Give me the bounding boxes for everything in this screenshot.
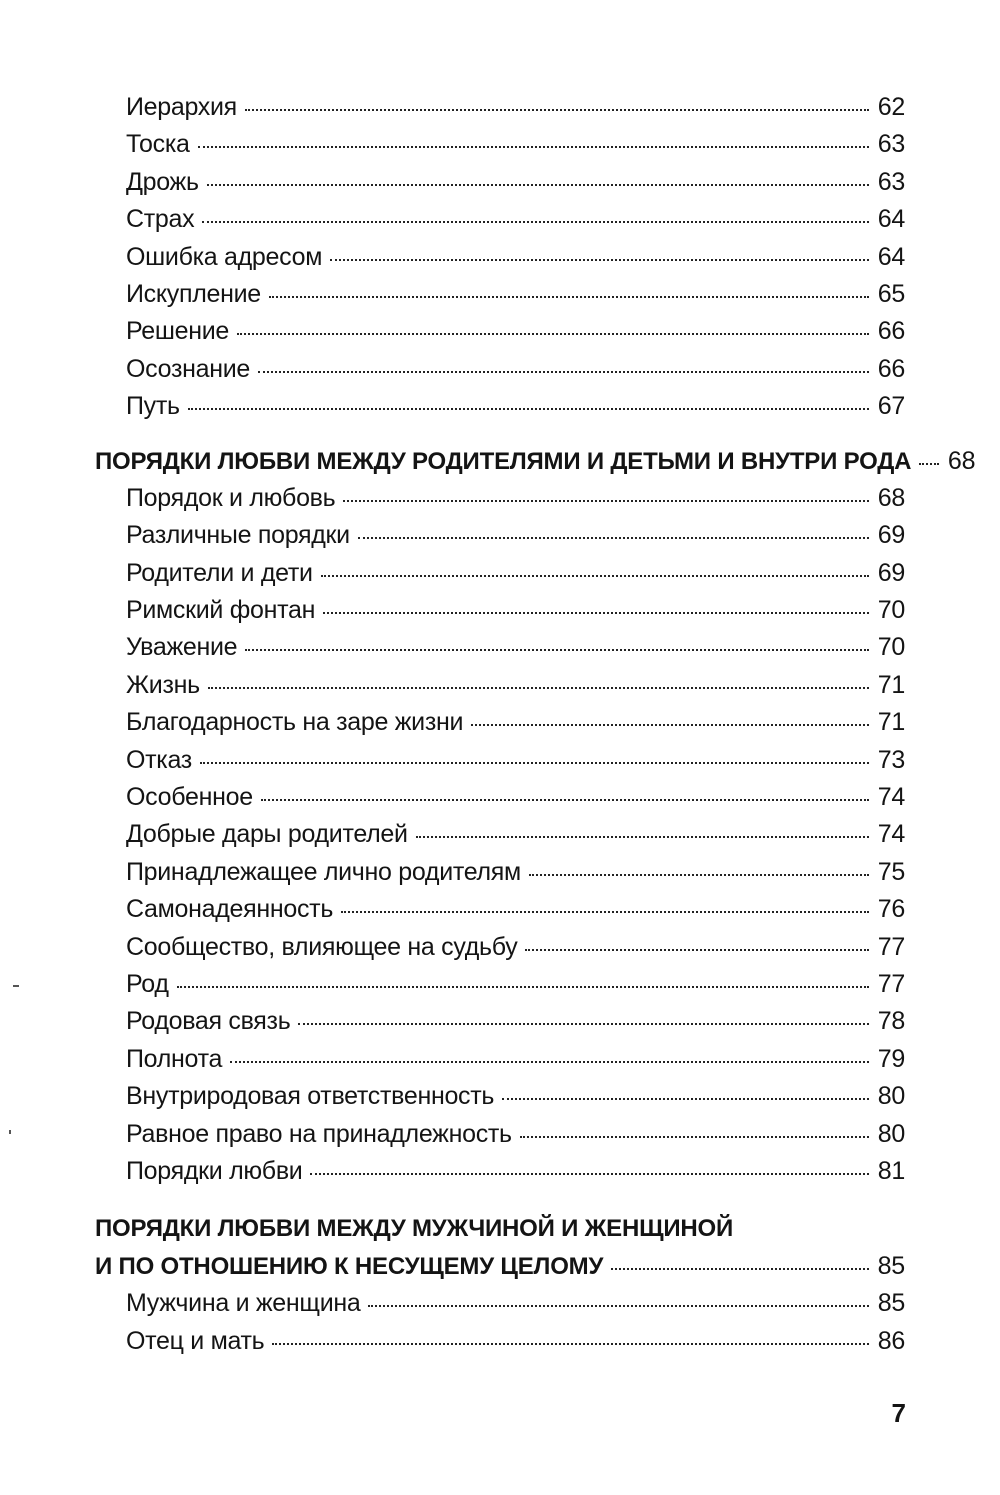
toc-entry-page: 71 — [877, 670, 905, 699]
toc-entry-page: 63 — [877, 167, 905, 196]
dot-leader — [502, 1098, 869, 1100]
toc-entry-title: Род — [126, 969, 169, 998]
toc-entry-page: 65 — [877, 279, 905, 308]
toc-section-man-woman — [95, 1210, 905, 1360]
toc-entry — [95, 966, 905, 1003]
toc-entry-title: Добрые дары родителей — [126, 820, 408, 849]
toc-entry-page: 85 — [877, 1289, 905, 1318]
dot-leader — [208, 687, 869, 689]
table-of-contents — [95, 89, 976, 1360]
toc-entry-title: Решение — [126, 317, 230, 346]
toc-entry-page: 67 — [877, 392, 905, 421]
toc-entry-title: Страх — [126, 205, 195, 234]
dot-leader — [258, 371, 869, 373]
toc-entry-title: Искупление — [126, 279, 261, 308]
page-number: 7 — [891, 1398, 906, 1428]
toc-entry — [95, 629, 905, 666]
toc-entry-title: Порядки любви — [126, 1156, 303, 1185]
toc-entry-page: 80 — [877, 1082, 905, 1111]
dot-leader — [341, 911, 869, 913]
dot-leader — [919, 463, 939, 465]
toc-entry-title: Родовая связь — [126, 1007, 291, 1036]
toc-entry-title: Отец и мать — [126, 1326, 265, 1355]
toc-section-heading — [95, 443, 976, 480]
section-gap — [95, 426, 905, 443]
toc-entry — [95, 313, 905, 350]
toc-entry-title: Родители и дети — [126, 558, 313, 587]
toc-entry — [95, 201, 905, 238]
dot-leader — [261, 799, 869, 801]
toc-section-continued — [95, 89, 905, 426]
toc-entry-title: Полнота — [126, 1044, 223, 1073]
toc-entry-title: Равное право на принадлежность — [126, 1119, 512, 1148]
section-gap — [95, 1190, 905, 1210]
toc-entry-title: Благодарность на заре жизни — [126, 708, 464, 737]
dot-leader — [207, 184, 869, 186]
toc-entry-page: 64 — [877, 242, 905, 271]
toc-entry — [95, 1153, 905, 1190]
toc-entry-page: 76 — [877, 895, 905, 924]
toc-entry — [95, 239, 905, 276]
toc-entry — [95, 816, 905, 853]
toc-entry-page: 74 — [877, 820, 905, 849]
dot-leader — [416, 836, 869, 838]
toc-entry-page: 73 — [877, 745, 905, 774]
dot-leader — [323, 612, 869, 614]
toc-entry-title: Иерархия — [126, 93, 237, 121]
toc-heading-line2: И ПО ОТНОШЕНИЮ К НЕСУЩЕМУ ЦЕЛОМУ — [95, 1252, 604, 1280]
toc-section-parents-children — [95, 443, 976, 1191]
toc-entry-title: Ошибка адресом — [126, 242, 323, 271]
toc-entry-page: 71 — [877, 708, 905, 737]
dot-leader — [269, 296, 869, 298]
toc-entry-title: Порядок и любовь — [126, 483, 336, 512]
toc-entry — [95, 351, 905, 388]
toc-entry-page: 69 — [877, 558, 905, 587]
toc-entry-page: 70 — [877, 596, 905, 625]
toc-heading-title: ПОРЯДКИ ЛЮБВИ МЕЖДУ РОДИТЕЛЯМИ И ДЕТЬМИ И ВНУТРИ РОДА — [95, 447, 912, 475]
toc-entry-title: Отказ — [126, 745, 192, 774]
toc-entry-title: Римский фонтан — [126, 596, 316, 625]
toc-entry-page: 66 — [877, 317, 905, 346]
dot-leader — [358, 537, 869, 539]
toc-entry-title: Тоска — [126, 130, 190, 159]
dot-leader — [471, 724, 869, 726]
dot-leader — [245, 649, 869, 651]
toc-entry — [95, 388, 905, 425]
toc-heading-page: 68 — [947, 446, 976, 475]
toc-heading-page: 85 — [877, 1251, 905, 1280]
toc-entry-page: 74 — [877, 783, 905, 812]
toc-section-heading — [95, 1248, 905, 1285]
toc-entry-page: 77 — [877, 969, 905, 998]
dot-leader — [310, 1173, 869, 1175]
toc-entry — [95, 517, 905, 554]
toc-entry-page: 86 — [877, 1326, 905, 1355]
toc-entry — [95, 164, 905, 201]
toc-entry-page: 69 — [877, 521, 905, 550]
toc-entry-page: 80 — [877, 1119, 905, 1148]
dot-leader — [237, 333, 869, 335]
dot-leader — [520, 1136, 869, 1138]
toc-entry — [95, 1041, 905, 1078]
toc-entry-title: Самонадеянность — [126, 895, 334, 924]
toc-entry — [95, 126, 905, 163]
dot-leader — [368, 1305, 869, 1307]
toc-entry-page: 62 — [877, 93, 905, 121]
scan-speck — [13, 985, 19, 987]
toc-entry-page: 77 — [877, 932, 905, 961]
toc-entry-title: Путь — [126, 392, 180, 421]
toc-entry-title: Различные порядки — [126, 521, 350, 550]
toc-entry-page: 81 — [877, 1156, 905, 1185]
toc-entry-page: 70 — [877, 633, 905, 662]
toc-entry — [95, 1323, 905, 1360]
toc-entry — [95, 667, 905, 704]
toc-entry-page: 79 — [877, 1044, 905, 1073]
toc-entry-page: 66 — [877, 354, 905, 383]
dot-leader — [529, 874, 869, 876]
dot-leader — [198, 146, 869, 148]
toc-entry-title: Внутриродовая ответственность — [126, 1082, 495, 1111]
toc-entry — [95, 854, 905, 891]
toc-entry — [95, 1116, 905, 1153]
toc-entry-title: Мужчина и женщина — [126, 1289, 361, 1318]
dot-leader — [245, 109, 869, 111]
toc-entry — [95, 1285, 905, 1322]
toc-entry — [95, 480, 905, 517]
dot-leader — [230, 1061, 869, 1063]
dot-leader — [321, 575, 869, 577]
dot-leader — [200, 762, 869, 764]
toc-entry-title: Жизнь — [126, 670, 200, 699]
toc-entry-title: Дрожь — [126, 167, 199, 196]
toc-entry-title: Сообщество, влияющее на судьбу — [126, 932, 518, 961]
toc-entry-page: 68 — [877, 483, 905, 512]
dot-leader — [611, 1268, 869, 1270]
toc-entry — [95, 1003, 905, 1040]
toc-heading-line1: ПОРЯДКИ ЛЮБВИ МЕЖДУ МУЖЧИНОЙ И ЖЕНЩИНОЙ — [95, 1215, 734, 1243]
dot-leader — [202, 221, 869, 223]
toc-entry — [95, 555, 905, 592]
toc-entry — [95, 704, 905, 741]
toc-entry-page: 78 — [877, 1007, 905, 1036]
toc-entry — [95, 929, 905, 966]
toc-entry-page: 63 — [877, 130, 905, 159]
toc-entry-title: Осознание — [126, 354, 250, 383]
dot-leader — [298, 1023, 869, 1025]
dot-leader — [343, 500, 869, 502]
dot-leader — [330, 259, 869, 261]
toc-entry-title: Особенное — [126, 783, 253, 812]
toc-entry-title: Уважение — [126, 633, 238, 662]
dot-leader — [188, 408, 869, 410]
toc-entry-page: 64 — [877, 205, 905, 234]
toc-entry — [95, 276, 905, 313]
scan-speck — [9, 1130, 11, 1134]
dot-leader — [272, 1343, 869, 1345]
dot-leader — [525, 949, 869, 951]
toc-entry — [95, 89, 905, 126]
toc-entry — [95, 1078, 905, 1115]
toc-entry-title: Принадлежащее лично родителям — [126, 857, 521, 886]
toc-entry — [95, 592, 905, 629]
toc-entry — [95, 891, 905, 928]
toc-entry-page: 75 — [877, 857, 905, 886]
toc-entry — [95, 779, 905, 816]
dot-leader — [177, 986, 869, 988]
toc-entry — [95, 742, 905, 779]
